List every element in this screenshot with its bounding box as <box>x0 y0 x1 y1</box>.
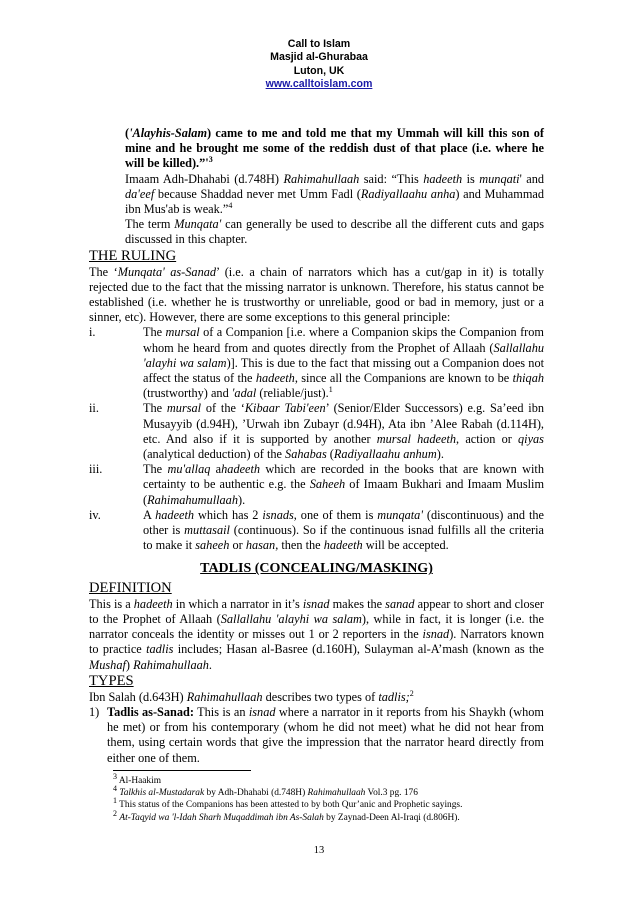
tadlis-title: TADLIS (CONCEALING/MASKING) <box>200 561 433 577</box>
ruling-item-text: The mursal of the ‘Kibaar Tabi'een’ (Senior/Elder Successors) e.g. Sa’eed ibn Musayyib (d.94H), ’Urwah ibn Zubayr (d.94H), Ata ibn ’Alee Rabah (d.114H), etc. And also if it is supported by another mursal hadeeth, action or qiyas (analytical deduction) of the Sahabas (Radiyallaahu anhum). <box>143 401 544 462</box>
ruling-item-number: iii. <box>89 462 103 477</box>
footnotes <box>113 771 544 824</box>
ruling-item <box>89 325 544 401</box>
footnote-divider <box>113 770 251 771</box>
ruling-item-text: The mursal of a Companion [i.e. where a Companion skips the Companion from whom he heard from and quotes directly from the Prophet of Allaah (Sallallahu 'alayhi wa salam)]. This is due to the fact that missing out a Companion does not affect the status of the hadeeth, since all the Companions are known to be thiqah (trustworthy) and 'adal (reliable/just).$^1$ <box>143 325 545 401</box>
header-location: Luton, UK <box>293 64 345 77</box>
ruling-heading: THE RULING <box>89 247 177 264</box>
footnote-mark: 1 <box>113 796 117 806</box>
ruling-item <box>89 508 544 554</box>
header-website-link[interactable]: www.calltoislam.com <box>265 78 373 91</box>
header-org: Call to Islam <box>287 38 351 50</box>
footnote-mark: 4 <box>113 784 117 794</box>
types-intro: Ibn Salah (d.643H) Rahimahullaah describes two types of tadlis;$^2$ <box>89 688 414 704</box>
ruling-item <box>89 462 544 508</box>
ruling-item-number: ii. <box>89 401 99 416</box>
page-header <box>0 38 638 92</box>
types-heading: TYPES <box>89 672 134 689</box>
ruling-section <box>89 248 544 766</box>
definition-heading: DEFINITION <box>89 579 172 596</box>
type-item-number: 1) <box>89 704 100 719</box>
type-item <box>89 705 544 766</box>
page-number: 13 <box>313 845 325 856</box>
footnote: $^3$ Al-Haakim <box>113 771 161 786</box>
footnote: $^4$ Talkhis al-Mustadarak by Adh-Dhahabi (d.748H) Rahimahullaah Vol.3 pg. 176 <box>113 784 418 799</box>
footnote: $^2$ At-Taqyid wa 'l-Idah Sharh Muqaddimah ibn As-Salah by Zaynad-Deen Al-Iraqi (d.806H). <box>113 808 460 823</box>
types-list <box>89 705 544 766</box>
ruling-item-number: iv. <box>89 507 101 522</box>
ruling-paragraph: The ‘Munqata' as-Sanad’ (i.e. a chain of narrators which has a cut/gap in it) is totally rejected due to the fact that the missing narrator is unknown. Therefore, his status cannot be established (i.e. whether he is trustworthy or unreliable, good or bad in memory, just or a sinner, etc). However, there are some exceptions to this general principle: <box>89 264 544 325</box>
intro-block <box>119 126 544 248</box>
quote-paragraph: ('Alayhis-Salam) came to me and told me that my Ummah will kill this son of mine and he brought me some of the reddish dust of that place (i.e. where he will be $killed).”'^3$ <box>125 126 544 171</box>
definition-paragraph: This is a hadeeth in which a narrator in it’s isnad makes the sanad appear to short and closer to the Prophet of Allaah (Sallallahu 'alayhi wa salam), while in fact, it is longer (i.e. the narrator conceals the identity or misses out 1 or 2 reporters in the isnad). Narrators known to practice tadlis includes; Hasan al-Basree (d.160H), Sulayman al-A’mash (known as the Mushaf) Rahimahullaah. <box>89 596 545 672</box>
ruling-list <box>89 325 544 553</box>
type-item-text: Tadlis as-Sanad: This is an isnad where a narrator in it reports from his Shaykh (whom he met) or from his contemporary (whom he did not meet) what he did not hear from them, using certain words that give the impression that the narrator heard directly from either one of them. <box>107 704 544 765</box>
ruling-item-text: A hadeeth which has 2 isnads, one of them is munqata' (discontinuous) and the other is muttasail (continuous). So if the continuous isnad fulfills all the criteria to make it saheeh or hasan, then the hadeeth will be accepted. <box>143 507 545 553</box>
footnote-mark: 2 <box>113 808 117 818</box>
term-paragraph: The term Munqata' can generally be used to describe all the different cuts and gaps discussed in this chapter. <box>125 217 544 247</box>
page-body <box>89 126 545 766</box>
dhahabi-paragraph: Imaam Adh-Dhahabi (d.748H) Rahimahullaah said: “This hadeeth is munqati' and da'eef because Shaddad never met Umm Fadl (Radiyallaahu anha) and Muhammad ibn Mus'ab is weak.”$^4$ <box>125 171 544 217</box>
ruling-item <box>89 401 544 462</box>
footnote: $^1$ This status of the Companions has been attested to by both Qur’anic and Prophetic sayings. <box>113 796 463 811</box>
footnote-mark: 3 <box>113 771 117 781</box>
ruling-item-text: The mu'allaq ahadeeth which are recorded in the books that are known with certainty to be authentic e.g. the Saheeh of Imaam Bukhari and Imaam Muslim (Rahimahumullaah). <box>143 462 545 507</box>
ruling-item-number: i. <box>89 325 96 340</box>
header-masjid: Masjid al-Ghurabaa <box>270 51 368 64</box>
